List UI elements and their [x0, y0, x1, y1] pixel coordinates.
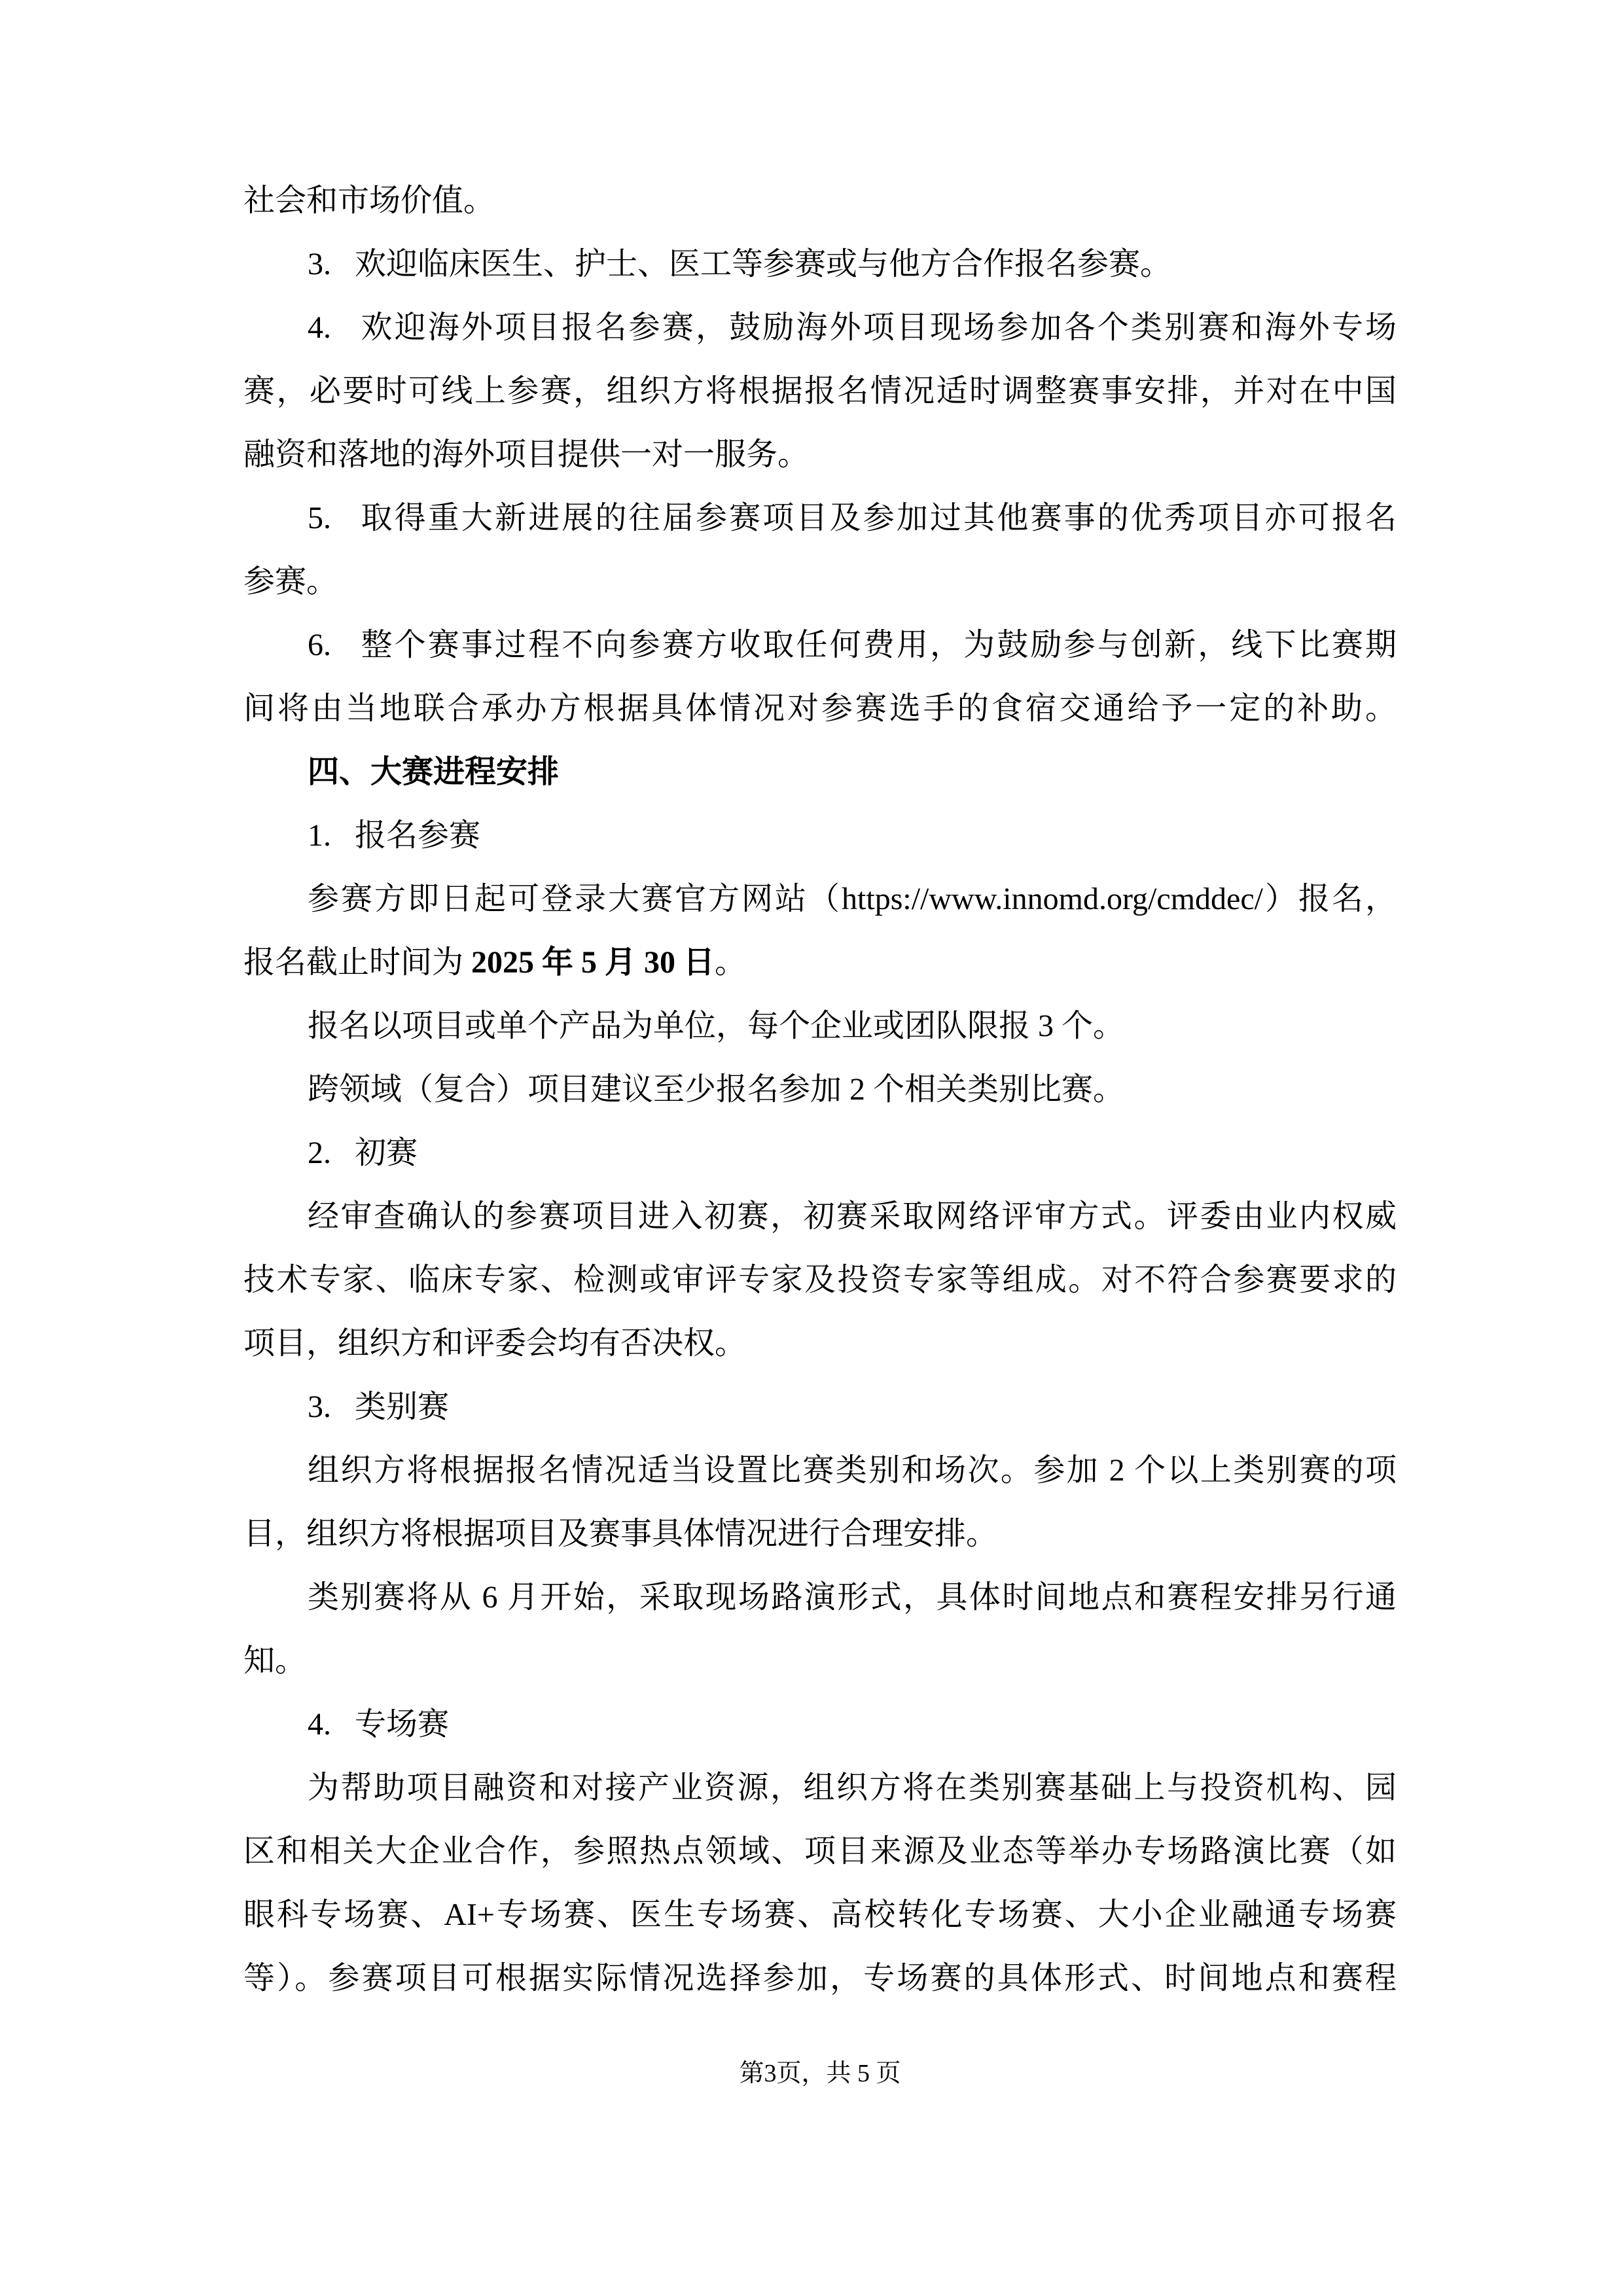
text-line: 跨领域（复合）项目建议至少报名参加 2 个相关类别比赛。 — [308, 1072, 1125, 1107]
document-body — [243, 169, 1397, 2010]
text-line: 知。 — [243, 1643, 307, 1678]
deadline-prefix: 报名截止时间为 — [243, 945, 472, 980]
text-line-deadline — [243, 931, 1397, 994]
deadline-date: 2025 年 5 月 30 日 — [471, 945, 715, 980]
text-line: 项目，组织方和评委会均有否决权。 — [243, 1326, 747, 1361]
text-line: 报名以项目或单个产品为单位，每个企业或团队限报 3 个。 — [308, 1009, 1125, 1043]
text-line: 目，组织方将根据项目及赛事具体情况进行合理安排。 — [243, 1516, 998, 1551]
text-line: 组织方将根据报名情况适当设置比赛类别和场次。参加 2 个以上类别赛的项 — [308, 1453, 1397, 1488]
text-line: 社会和市场价值。 — [243, 183, 495, 218]
list-item-1-signup: 1. 报名参赛 — [308, 818, 481, 853]
text-line: 为帮助项目融资和对接产业资源，组织方将在类别赛基础上与投资机构、园 — [308, 1770, 1397, 1805]
list-item-3: 3. 欢迎临床医生、护士、医工等参赛或与他方合作报名参赛。 — [308, 247, 1172, 281]
text-line: 区和相关大企业合作，参照热点领域、项目来源及业态等举办专场路演比赛（如 — [243, 1834, 1397, 1869]
list-item-2-preliminary: 2. 初赛 — [308, 1136, 418, 1170]
section-heading: 四、大赛进程安排 — [308, 755, 560, 789]
text-line: 间将由当地联合承办方根据具体情况对参赛选手的食宿交通给予一定的补助。 — [243, 691, 1397, 726]
text-line: 赛，必要时可线上参赛，组织方将根据报名情况适时调整赛事安排，并对在中国 — [243, 374, 1397, 408]
list-item-5: 5. 取得重大新进展的往届参赛项目及参加过其他赛事的优秀项目亦可报名 — [308, 501, 1397, 535]
list-item-4: 4. 欢迎海外项目报名参赛，鼓励海外项目现场参加各个类别赛和海外专场 — [308, 310, 1397, 345]
page-footer: 第3页，共 5 页 — [739, 2060, 901, 2087]
list-item-3-category: 3. 类别赛 — [308, 1390, 450, 1424]
text-line: 技术专家、临床专家、检测或审评专家及投资专家等组成。对不符合参赛要求的 — [243, 1263, 1397, 1297]
text-line-website-url: 参赛方即日起可登录大赛官方网站（https://www.innomd.org/cmddec/）报名， — [308, 882, 1397, 916]
text-line: 等）。参赛项目可根据实际情况选择参加，专场赛的具体形式、时间地点和赛程 — [243, 1961, 1397, 1996]
list-item-6: 6. 整个赛事过程不向参赛方收取任何费用，为鼓励参与创新，线下比赛期 — [308, 628, 1397, 662]
list-item-4-special: 4. 专场赛 — [308, 1707, 450, 1742]
text-line: 眼科专场赛、AI+专场赛、医生专场赛、高校转化专场赛、大小企业融通专场赛 — [243, 1897, 1397, 1932]
text-line: 融资和落地的海外项目提供一对一服务。 — [243, 437, 810, 472]
text-line: 经审查确认的参赛项目进入初赛，初赛采取网络评审方式。评委由业内权威 — [308, 1199, 1397, 1234]
text-line: 类别赛将从 6 月开始，采取现场路演形式，具体时间地点和赛程安排另行通 — [308, 1580, 1397, 1615]
deadline-suffix: 。 — [715, 945, 747, 980]
text-line: 参赛。 — [243, 564, 338, 599]
